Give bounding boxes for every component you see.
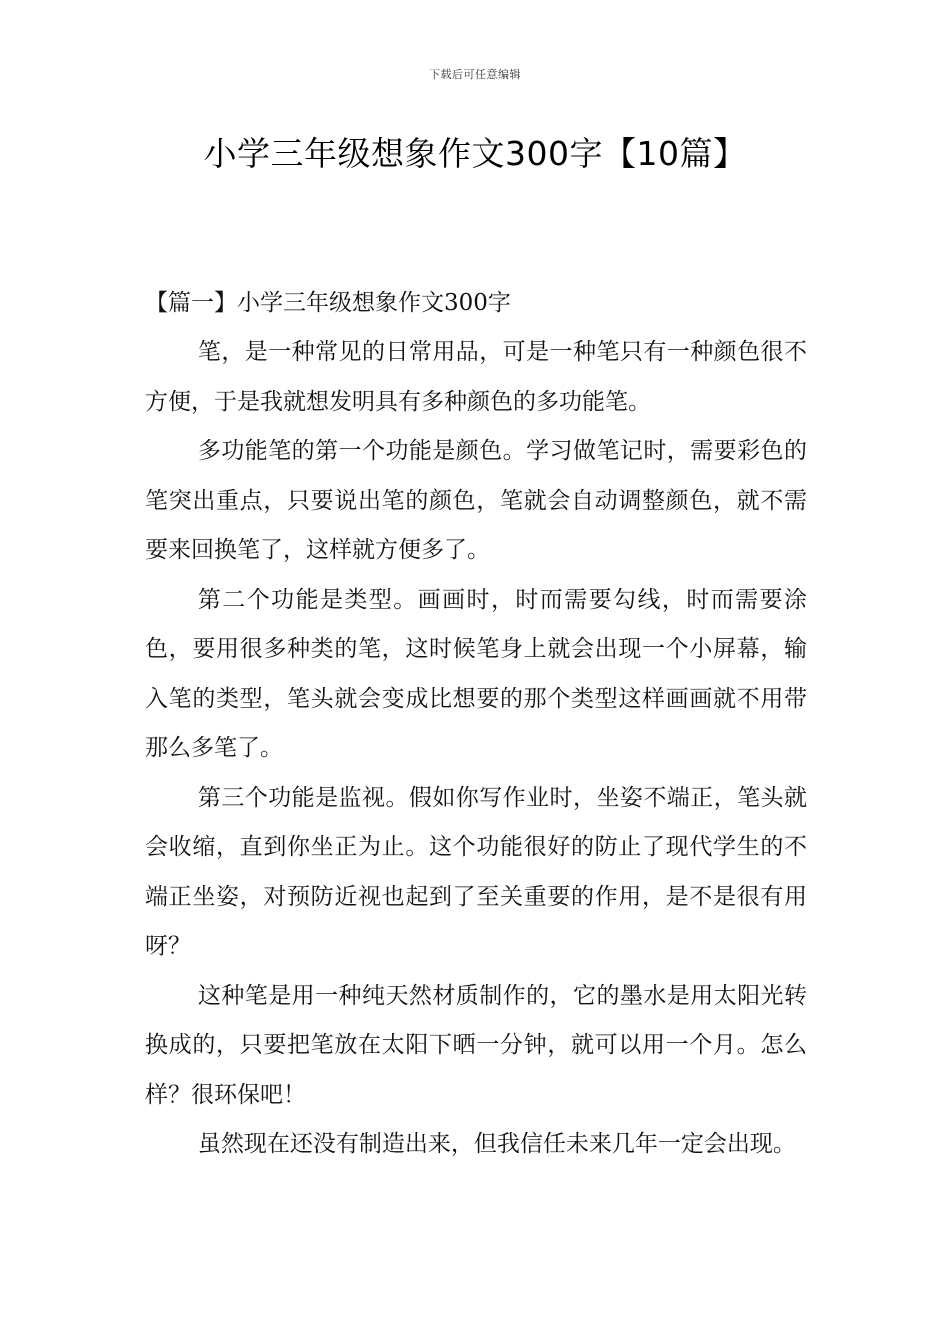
paragraph: 第二个功能是类型。画画时，时而需要勾线，时而需要涂色，要用很多种类的笔，这时候笔身上就会出现一个小屏幕，输入笔的类型，笔头就会变成比想要的那个类型这样画画就不用带那么多笔了。 — [145, 586, 807, 761]
header-note: 下载后可任意编辑 — [429, 68, 521, 81]
paragraph: 第三个功能是监视。假如你写作业时，坐姿不端正，笔头就会收缩，直到你坐正为止。这个功能很好的防止了现代学生的不端正坐姿，对预防近视也起到了至关重要的作用，是不是很有用呀？ — [145, 784, 807, 959]
paragraph: 虽然现在还没有制造出来，但我信任未来几年一定会出现。 — [197, 1131, 796, 1157]
paragraph: 这种笔是用一种纯天然材质制作的，它的墨水是用太阳光转换成的，只要把笔放在太阳下晒一分钟，就可以用一个月。怎么样？很环保吧！ — [145, 982, 807, 1108]
paragraph: 笔，是一种常见的日常用品，可是一种笔只有一种颜色很不方便，于是我就想发明具有多种颜色的多功能笔。 — [145, 339, 807, 415]
section-body — [145, 278, 807, 1170]
paragraph: 多功能笔的第一个功能是颜色。学习做笔记时，需要彩色的笔突出重点，只要说出笔的颜色，笔就会自动调整颜色，就不需要来回换笔了，这样就方便多了。 — [145, 438, 807, 563]
section-heading: 【篇一】小学三年级想象作文300字 — [145, 290, 511, 316]
document-title: 小学三年级想象作文300字【10篇】 — [203, 134, 747, 173]
